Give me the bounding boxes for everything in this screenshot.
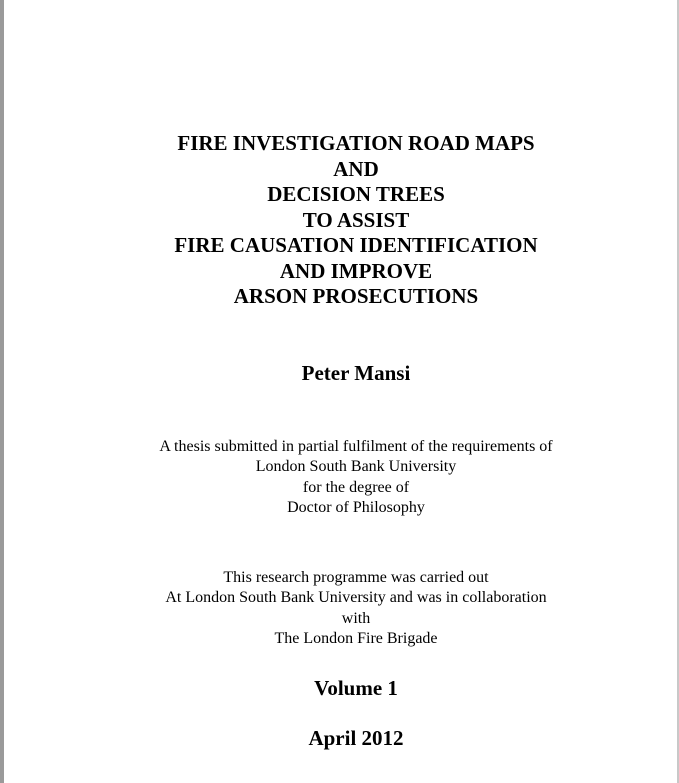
author-name: Peter Mansi [301, 361, 411, 385]
title-line-5: FIRE CAUSATION IDENTIFICATION [174, 233, 538, 257]
title-line-3: DECISION TREES [267, 182, 445, 206]
title-line-4: TO ASSIST [302, 207, 410, 232]
thesis-line-4: Doctor of Philosophy [287, 498, 425, 516]
title-line-2: AND [333, 156, 379, 181]
title-line-7: ARSON PROSECUTIONS [233, 284, 479, 308]
volume-label: Volume 1 [314, 676, 398, 700]
research-line-2: At London South Bank University and was in collaboration [165, 589, 547, 607]
research-statement [4, 568, 679, 649]
publication-date: April 2012 [308, 726, 404, 750]
research-line-1: This research programme was carried out [223, 569, 489, 586]
thesis-statement [4, 437, 679, 518]
thesis-line-3: for the degree of [302, 478, 410, 496]
thesis-line-1: A thesis submitted in partial fulfilment of the requirements of [159, 438, 553, 455]
title-line-1: FIRE INVESTIGATION ROAD MAPS [177, 131, 535, 155]
thesis-title [4, 131, 679, 310]
research-line-3: with [341, 609, 371, 627]
research-line-4: The London Fire Brigade [274, 629, 438, 647]
thesis-line-2: London South Bank University [255, 458, 457, 476]
document-page [4, 0, 677, 783]
title-line-6: AND IMPROVE [279, 258, 433, 283]
